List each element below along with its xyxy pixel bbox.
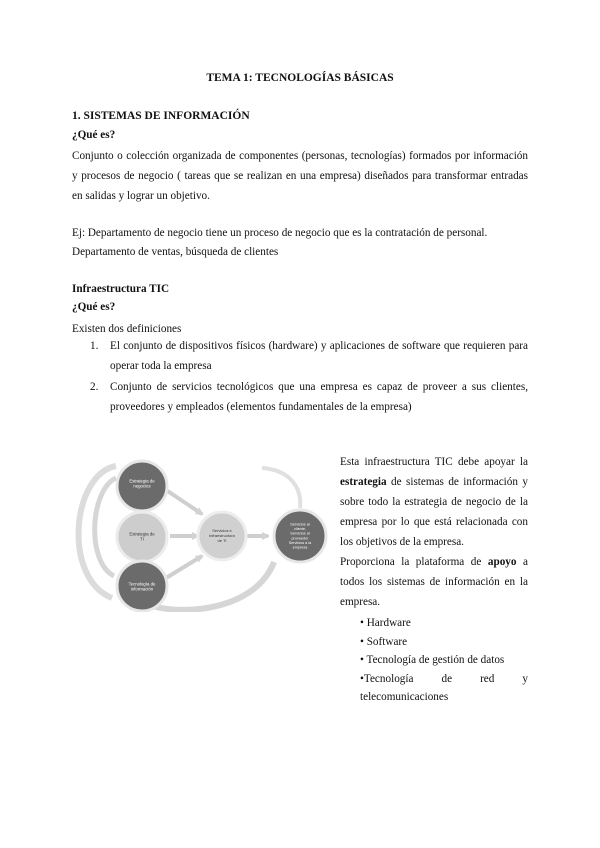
text-run: Esta infraestructura TIC debe apoyar la bbox=[340, 456, 528, 468]
page-title: TEMA 1: TECNOLOGÍAS BÁSICAS bbox=[206, 72, 394, 84]
curved-arrow-outer bbox=[79, 466, 116, 598]
text-run: de sistemas de información y sobre todo la estrategia de negocio de la empresa por lo que está relacionada con los objetivos de la empresa. bbox=[340, 476, 528, 548]
list-item bbox=[90, 377, 528, 417]
node-customer-services-label: Servicios al cliente, Servicios al proveedor Servicios a la empresa bbox=[288, 522, 312, 550]
question-heading-2: ¿Qué es? bbox=[72, 301, 116, 313]
list-item-number: 2. bbox=[90, 381, 99, 393]
section-heading-infraestructura: Infraestructura TIC bbox=[72, 283, 170, 295]
list-item-text: El conjunto de dispositivos físicos (hardware) y aplicaciones de software que requieren para operar toda la empresa bbox=[110, 340, 528, 372]
paragraph-support bbox=[340, 552, 528, 612]
section-heading-sistemas: 1. SISTEMAS DE INFORMACIÓN bbox=[72, 110, 250, 122]
question-heading: ¿Qué es? bbox=[72, 129, 116, 141]
definitions-list bbox=[90, 336, 528, 417]
curved-arrow-top bbox=[262, 468, 300, 508]
text-run: Proporciona la plataforma de bbox=[340, 556, 488, 568]
list-item: •Tecnología de red y telecomunicaciones bbox=[360, 672, 528, 704]
node-it-services-label: Servicios e infraestructura de TI bbox=[209, 528, 235, 543]
curved-arrow-inner bbox=[95, 478, 116, 576]
node-business-strategy-label: Estrategia de negocios bbox=[129, 478, 155, 489]
bold-support: apoyo bbox=[487, 556, 517, 568]
definition-paragraph: Conjunto o colección organizada de componentes (personas, tecnologías) formados por información y procesos de negocio ( tareas que se realizan en una empresa) diseñados para transformar entradas en salidas y lograr un objetivo. bbox=[72, 150, 528, 202]
list-item: • Tecnología de gestión de datos bbox=[360, 654, 505, 667]
definitions-intro: Existen dos definiciones bbox=[72, 323, 182, 335]
node-information-technology-label: Tecnología de información bbox=[128, 581, 156, 592]
list-item bbox=[90, 336, 528, 376]
right-column bbox=[340, 452, 528, 707]
arrow-tech-to-services bbox=[166, 556, 202, 578]
node-it-strategy-label: Estrategia de TI bbox=[129, 531, 155, 542]
paragraph-strategy bbox=[340, 452, 528, 552]
example-line-1: Ej: Departamento de negocio tiene un proceso de negocio que es la contratación de personal. bbox=[72, 227, 488, 239]
text-run: a todos los sistemas de información en la empresa. bbox=[340, 556, 528, 608]
list-item-number: 1. bbox=[90, 340, 99, 352]
list-item: • Software bbox=[360, 635, 408, 648]
infrastructure-diagram bbox=[62, 450, 334, 612]
bullet-list bbox=[340, 614, 528, 707]
arrow-strategy-to-services bbox=[166, 490, 202, 514]
list-item: • Hardware bbox=[360, 617, 411, 629]
bold-strategy: estrategia bbox=[340, 476, 387, 488]
list-item-text: Conjunto de servicios tecnológicos que una empresa es capaz de proveer a sus clientes, proveedores y empleados (elementos fundamentales de la empresa) bbox=[110, 381, 528, 413]
example-line-2: Departamento de ventas, búsqueda de clientes bbox=[72, 246, 279, 258]
